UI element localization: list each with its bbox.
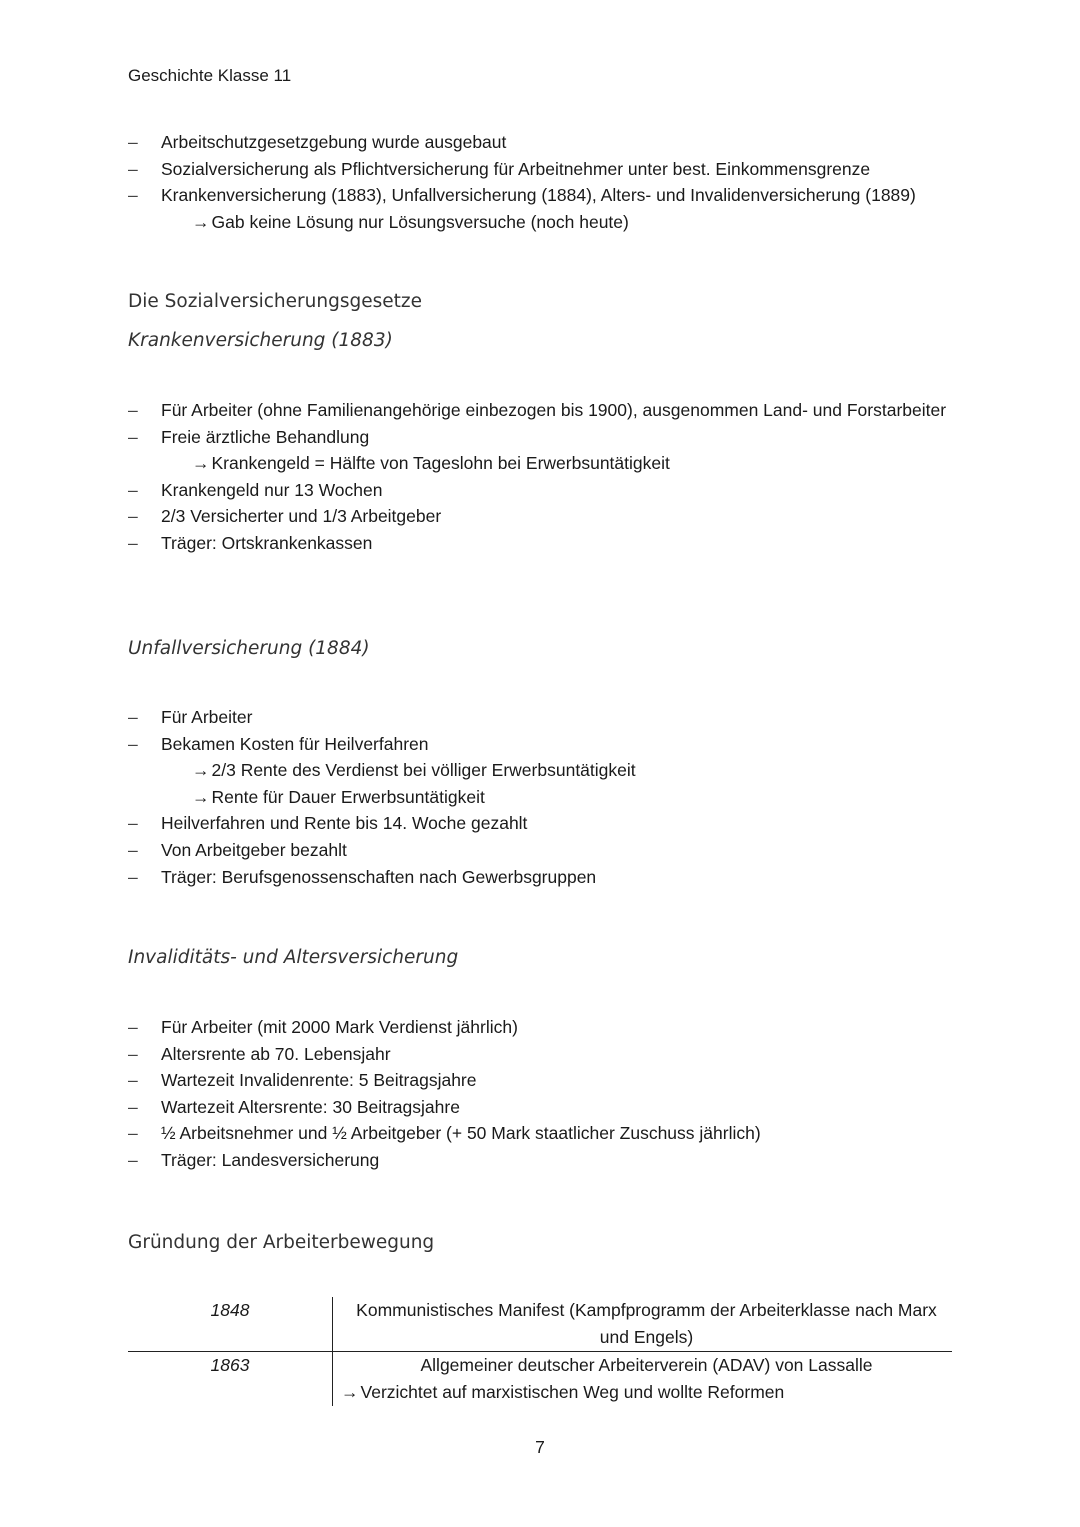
arrow-right-icon: → <box>341 1381 359 1402</box>
list-item: – Krankengeld nur 13 Wochen <box>128 477 952 504</box>
list-item: – Träger: Ortskrankenkassen <box>128 530 952 557</box>
list-item: – Bekamen Kosten für Heilverfahren <box>128 731 952 758</box>
list-item: – Für Arbeiter (ohne Familienangehörige einbezogen bis 1900), ausgenommen Land- und Forstarbeiter <box>128 397 952 424</box>
subsection-heading-kranken: Krankenversicherung (1883) <box>128 330 393 351</box>
arrow-right-icon: → <box>192 786 210 807</box>
arrow-right-icon: → <box>192 211 210 232</box>
kranken-list <box>128 397 952 557</box>
table-row <box>128 1352 952 1406</box>
page-number: 7 <box>535 1437 545 1457</box>
timeline-event: Kommunistisches Manifest (Kampfprogramm der Arbeiterklasse nach Marx und Engels) <box>356 1300 937 1347</box>
list-item: – Altersrente ab 70. Lebensjahr <box>128 1041 952 1068</box>
section-heading: Gründung der Arbeiterbewegung <box>128 1232 435 1253</box>
section-heading: Die Sozialversicherungsgesetze <box>128 291 422 312</box>
arrow-right-icon: → <box>192 760 210 781</box>
list-item: – Träger: Berufsgenossenschaften nach Gewerbsgruppen <box>128 864 952 891</box>
timeline-year: 1863 <box>128 1352 333 1406</box>
sub-item: → Rente für Dauer Erwerbsuntätigkeit <box>192 786 485 807</box>
list-item: – Von Arbeitgeber bezahlt <box>128 837 952 864</box>
unfall-list <box>128 704 952 890</box>
intro-list <box>128 129 952 235</box>
list-item: – Freie ärztliche Behandlung <box>128 424 952 451</box>
timeline-table <box>128 1297 952 1406</box>
list-item: – Krankenversicherung (1883), Unfallversicherung (1884), Alters- und Invalidenversicherung (1889) <box>128 182 952 209</box>
list-item: – Heilverfahren und Rente bis 14. Woche gezahlt <box>128 810 952 837</box>
page-header: Geschichte Klasse 11 <box>128 66 292 85</box>
timeline-event-sub: → Verzichtet auf marxistischen Weg und wollte Reformen <box>341 1381 785 1402</box>
list-item: – Träger: Landesversicherung <box>128 1147 952 1174</box>
timeline-event-text: Allgemeiner deutscher Arbeiterverein (ADAV) von Lassalle <box>420 1355 873 1376</box>
list-item: – Für Arbeiter <box>128 704 952 731</box>
list-item: – Sozialversicherung als Pflichtversicherung für Arbeitnehmer unter best. Einkommensgrenze <box>128 156 952 183</box>
sub-item: → Krankengeld = Hälfte von Tageslohn bei Erwerbsuntätigkeit <box>192 453 670 474</box>
timeline-year: 1848 <box>128 1297 333 1351</box>
sub-item: → Gab keine Lösung nur Lösungsversuche (noch heute) <box>192 211 629 232</box>
list-item: – Wartezeit Altersrente: 30 Beitragsjahre <box>128 1094 952 1121</box>
list-item: – Arbeitschutzgesetzgebung wurde ausgebaut <box>128 129 952 156</box>
sub-item: → 2/3 Rente des Verdienst bei völliger Erwerbsuntätigkeit <box>192 760 636 781</box>
arrow-right-icon: → <box>192 453 210 474</box>
list-item: – ½ Arbeitsnehmer und ½ Arbeitgeber (+ 50 Mark staatlicher Zuschuss jährlich) <box>128 1120 952 1147</box>
subsection-heading-unfall: Unfallversicherung (1884) <box>128 638 370 659</box>
list-item: – Wartezeit Invalidenrente: 5 Beitragsjahre <box>128 1067 952 1094</box>
list-item: – 2/3 Versicherter und 1/3 Arbeitgeber <box>128 503 952 530</box>
table-row <box>128 1297 952 1352</box>
list-item: – Für Arbeiter (mit 2000 Mark Verdienst jährlich) <box>128 1014 952 1041</box>
invalid-list <box>128 1014 952 1174</box>
subsection-heading-invalid: Invaliditäts- und Altersversicherung <box>128 947 459 968</box>
timeline-event <box>333 1352 952 1406</box>
